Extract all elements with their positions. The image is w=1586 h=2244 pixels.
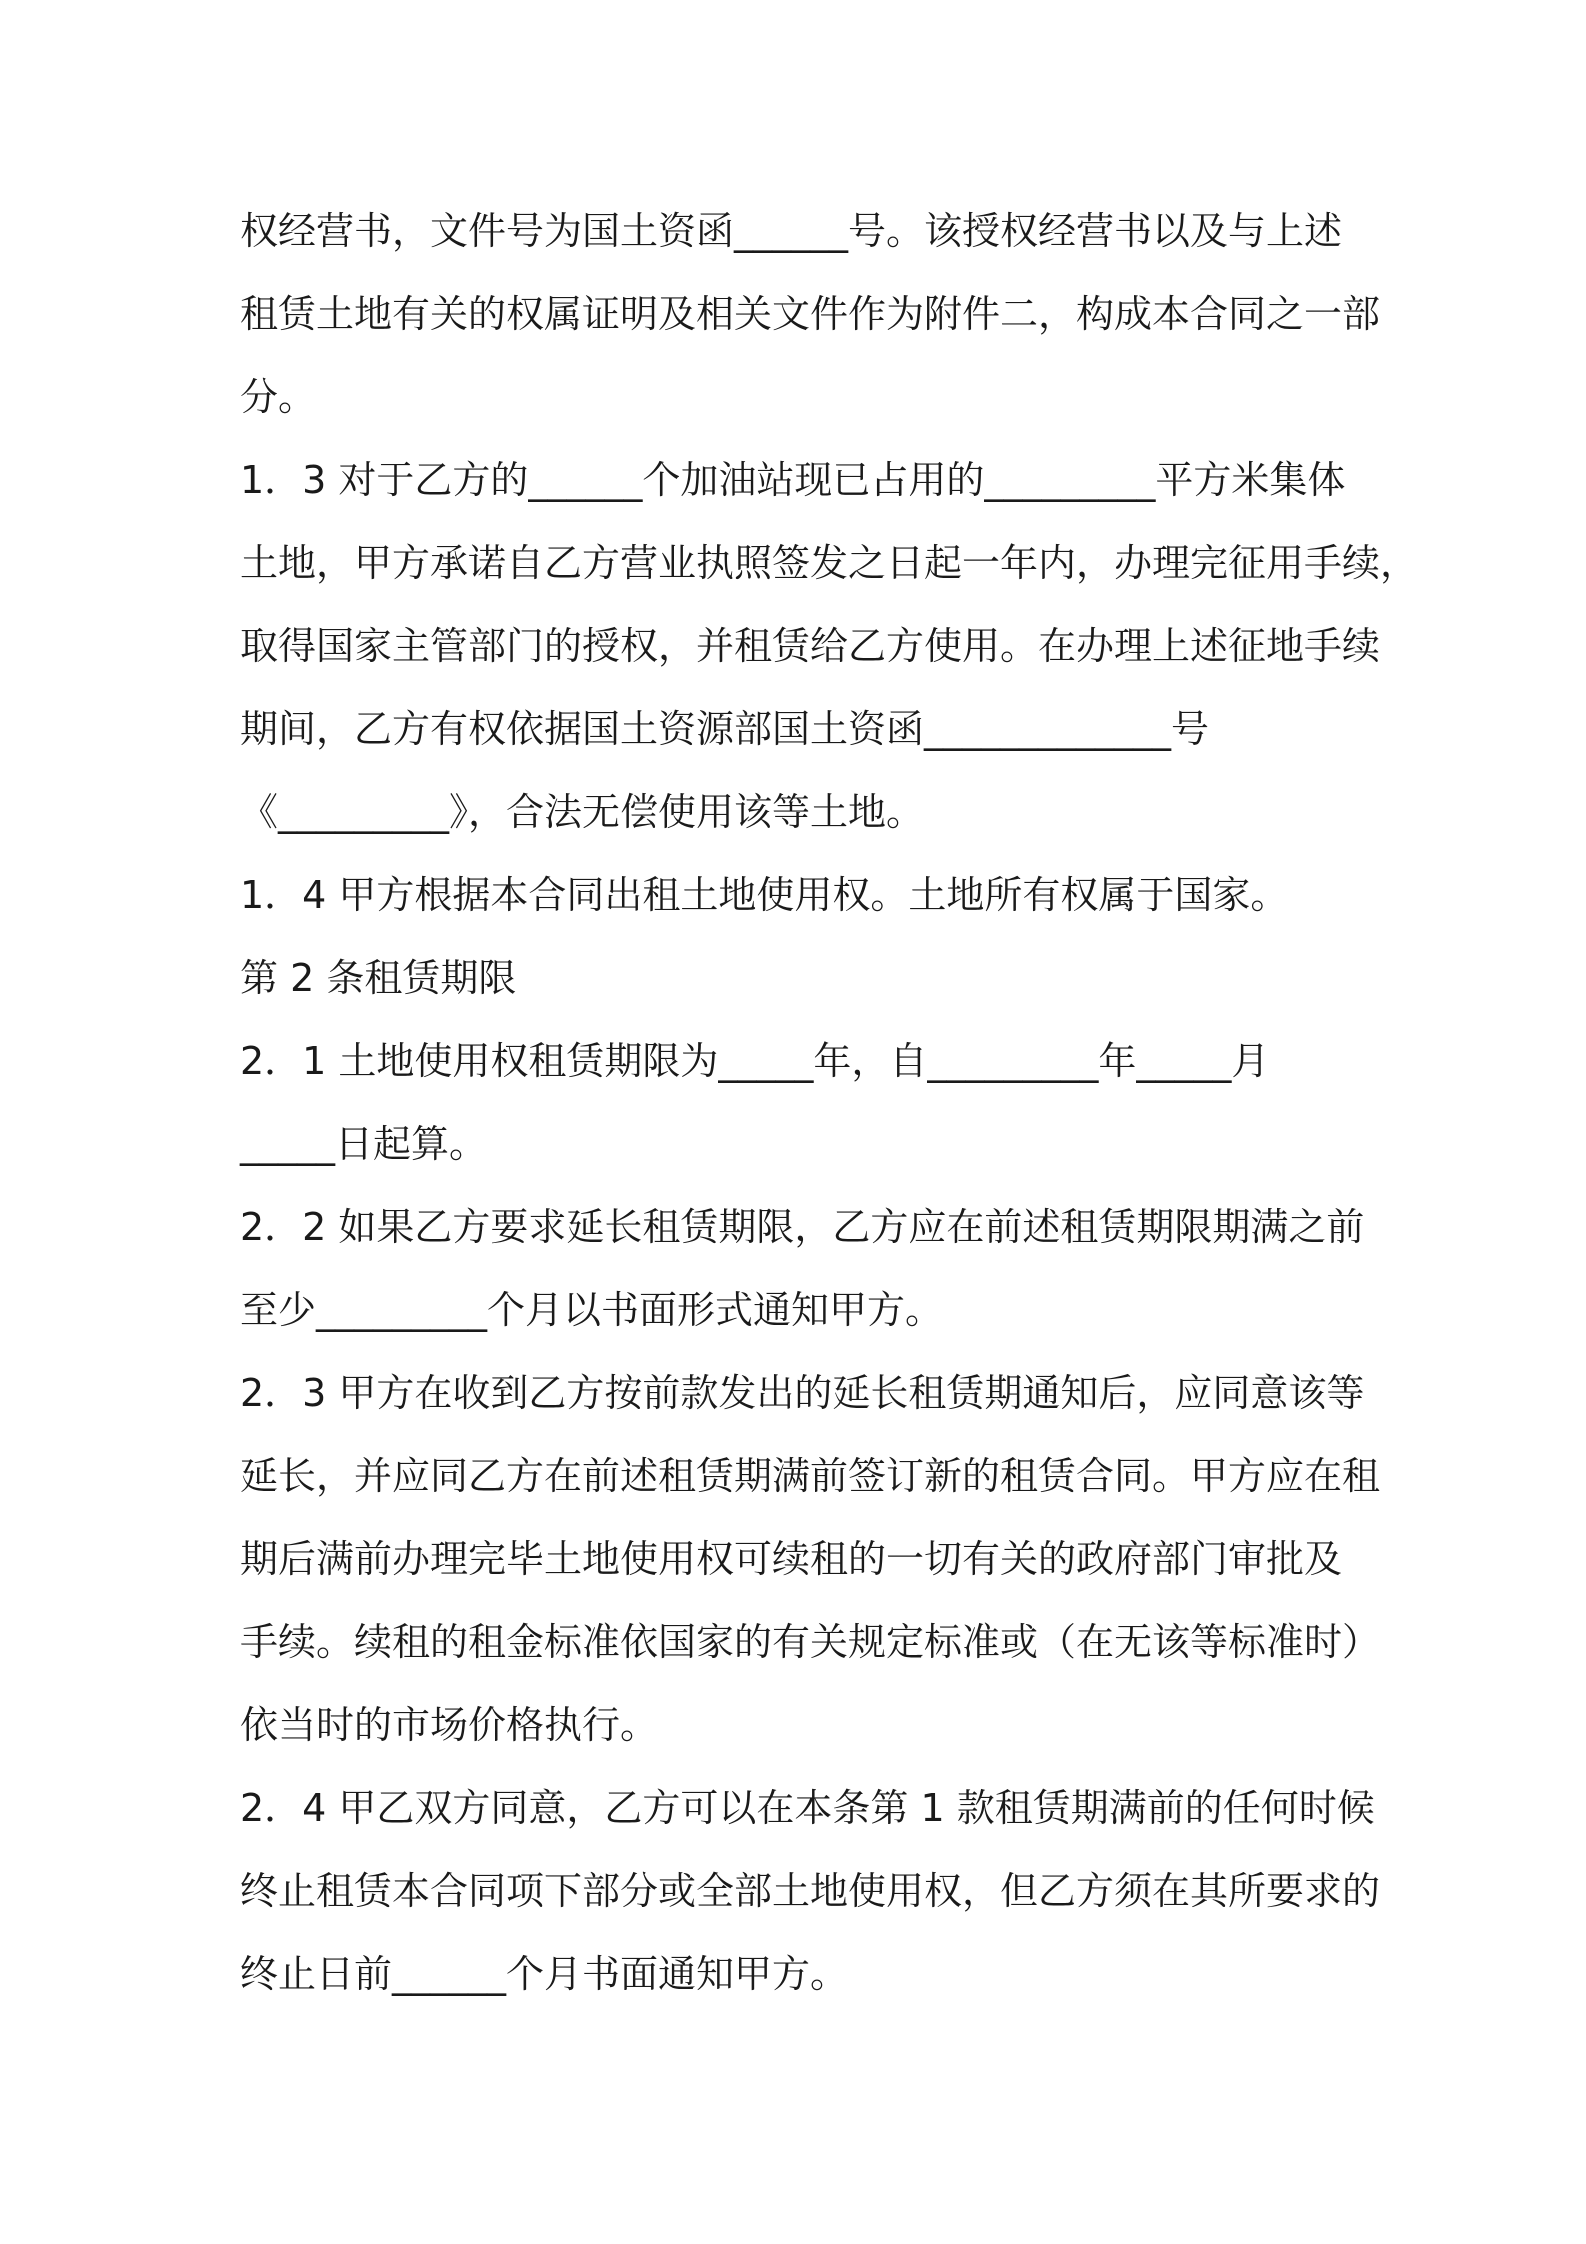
contract-body [240,190,1419,2016]
clause-1-3-line-3: 取得国家主管部门的授权，并租赁给乙方使用。在办理上述征地手续 [240,624,1381,668]
text-line-2: 租赁土地有关的权属证明及相关文件作为附件二，构成本合同之一部 [240,292,1381,336]
clause-2-2-line-1: 2．2 如果乙方要求延长租赁期限，乙方应在前述租赁期限期满之前 [240,1205,1365,1249]
clause-2-4-line-3: 终止日前______个月书面通知甲方。 [240,1952,849,1996]
clause-2-3-line-3: 期后满前办理完毕土地使用权可续租的一切有关的政府部门审批及 [240,1537,1343,1581]
clause-2-3-line-2: 延长，并应同乙方在前述租赁期满前签订新的租赁合同。甲方应在租 [240,1454,1381,1498]
text-line-1: 权经营书，文件号为国土资函______号。该授权经营书以及与上述 [240,209,1343,253]
clause-2-4-line-1: 2．4 甲乙双方同意，乙方可以在本条第 1 款租赁期满前的任何时候 [240,1786,1375,1830]
text-line-3: 分。 [240,375,317,419]
clause-1-3-line-1: 1．3 对于乙方的______个加油站现已占用的_________平方米集体 [240,458,1346,502]
clause-2-4-line-2: 终止租赁本合同项下部分或全部土地使用权，但乙方须在其所要求的 [240,1869,1381,1913]
clause-2-2-line-2: 至少_________个月以书面形式通知甲方。 [240,1288,944,1332]
clause-1-4: 1．4 甲方根据本合同出租土地使用权。土地所有权属于国家。 [240,873,1289,917]
clause-2-3-line-4: 手续。续租的租金标准依国家的有关规定标准或（在无该等标准时） [240,1620,1381,1664]
clause-2-3-line-1: 2．3 甲方在收到乙方按前款发出的延长租赁期通知后，应同意该等 [240,1371,1365,1415]
clause-1-3-line-4: 期间，乙方有权依据国土资源部国土资函_____________号 [240,707,1210,751]
article-2-heading: 第 2 条租赁期限 [240,956,517,1000]
clause-2-1-line-1: 2．1 土地使用权租赁期限为_____年，自_________年_____月 [240,1039,1270,1083]
clause-2-1-line-2: _____日起算。 [240,1122,488,1166]
clause-2-3-line-5: 依当时的市场价格执行。 [240,1703,659,1747]
clause-1-3-line-2: 土地，甲方承诺自乙方营业执照签发之日起一年内，办理完征用手续， [240,541,1419,585]
clause-1-3-line-5: 《_________》，合法无偿使用该等土地。 [240,790,925,834]
